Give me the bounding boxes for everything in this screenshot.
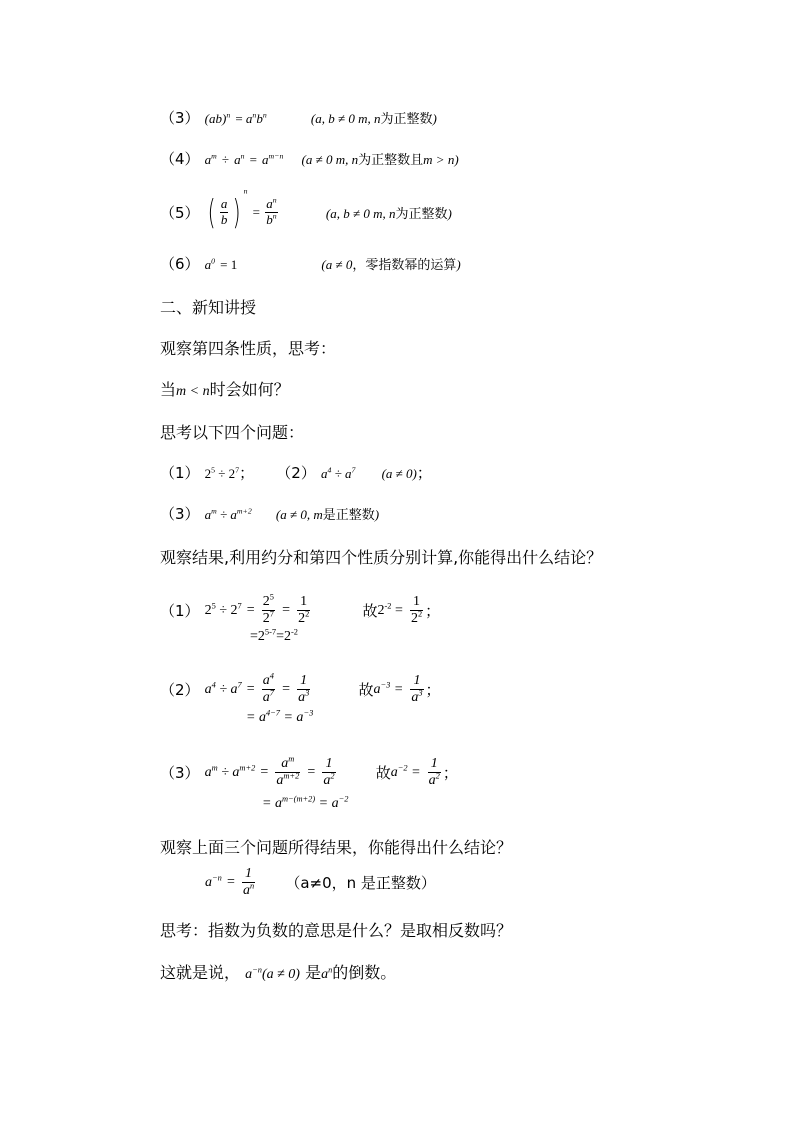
formula-condition: (a ≠ 0，零指数幂的运算) <box>321 257 461 273</box>
property-label: （5） <box>160 204 200 222</box>
computation-1-line-2: $=2^{5-7}=2^{-2}$ <box>250 627 298 644</box>
formula-expression: $a^m$ <box>204 151 217 167</box>
paragraph-think-four: 思考以下四个问题： <box>160 423 305 442</box>
fraction-an-over-bn: $\frac{a^n}{b^n}$ <box>266 195 277 227</box>
computation-3-line-2: = $a^{m-(m+2)} = a^{-2}$ <box>262 794 349 811</box>
paragraph-observe-results: 观察结果,利用约分和第四个性质分别计算,你能得出什么结论？ <box>160 548 603 567</box>
fraction: $\frac{a^4}{a^7}$ <box>262 671 274 706</box>
formula-condition: (a, b ≠ 0 m, n为正整数) <box>325 206 452 222</box>
fraction: $\frac{1}{a^2}$ <box>323 756 335 789</box>
question-3-expression: $a^m \div a^{m+2}$ <box>204 506 252 522</box>
question-2-expression: $a^4 \div a^7$ <box>320 465 356 481</box>
fraction: $\frac{1}{a^2}$ <box>428 756 440 789</box>
fraction-a-over-b: $\frac{a}{b}$ <box>220 196 228 227</box>
fraction: $\frac{1}{a^n}$ <box>242 866 255 899</box>
computation-1: （1） $2^5 \div 2^7$ = $\frac{2^5}{2^7}$ = $\frac{1}{2^2}$ 故$2^{-2}$ = $\frac{1}{2^2}$ ； <box>160 592 441 627</box>
property-6: （6） $a^0 = 1$ (a ≠ 0，零指数幂的运算) <box>160 255 461 273</box>
paragraph-final: 这就是说， $a^{-n}(a \ne 0)$ 是$a^n$的倒数。 <box>160 963 397 982</box>
paragraph-when: 当m < n时会如何？ <box>160 380 290 399</box>
fraction: $\frac{1}{2^2}$ <box>298 594 310 627</box>
fraction: $\frac{2^5}{2^7}$ <box>262 592 274 627</box>
question-1-expression: $2^5 \div 2^7$ <box>204 465 240 481</box>
property-4: （4） $a^m \div a^n = a^{m-n}$ (a ≠ 0 m, n为正整数且m > n) <box>160 150 459 168</box>
property-label: （4） <box>160 150 200 168</box>
property-3: （3） $(ab)^n = a^nb^n$ (a, b ≠ 0 m, n为正整数) <box>160 109 437 127</box>
question-3-condition: (a ≠ 0, m是正整数) <box>275 507 380 523</box>
fraction: $\frac{1}{a^3}$ <box>411 673 423 706</box>
formula-condition: (a ≠ 0 m, n为正整数且m > n) <box>301 152 459 168</box>
formula-condition: (a, b ≠ 0 m, n为正整数) <box>310 111 437 127</box>
property-label: （6） <box>160 255 200 273</box>
section-title: 二、新知讲授 <box>160 298 257 317</box>
conclusion-formula: $a^{-n}$ = $\frac{1}{a^n}$ （a≠0，n 是正整数） <box>205 866 436 899</box>
computation-2: （2） $a^4 \div a^7$ = $\frac{a^4}{a^7}$ = $\frac{1}{a^3}$ 故$a^{-3}$ = $\frac{1}{a^3}$ ； <box>160 671 441 706</box>
question-row-1-2: （1） $2^5 \div 2^7$； （2） $a^4 \div a^7$ (a ≠ 0)； <box>160 464 432 482</box>
property-5: （5） ( $\frac{a}{b}$ )$^{^n}$ = $\frac{a^n}{b^n}$ (a, b ≠ 0 m, n为正整数) <box>160 186 452 233</box>
paragraph-think-negative: 思考：指数为负数的意思是什么？是取相反数吗？ <box>160 921 513 940</box>
question-row-3: （3） $a^m \div a^{m+2}$ (a ≠ 0, m是正整数) <box>160 505 380 523</box>
fraction: $\frac{1}{a^3}$ <box>298 673 310 706</box>
paragraph-observe: 观察第四条性质，思考： <box>160 339 337 358</box>
property-label: （3） <box>160 109 200 127</box>
paragraph-observe-three: 观察上面三个问题所得结果，你能得出什么结论？ <box>160 838 513 857</box>
fraction: $\frac{a^m}{a^{m+2}}$ <box>276 754 300 789</box>
formula-lhs: (ab)$^n$ <box>204 110 231 126</box>
formula-zero-exponent: $a^0$ <box>204 256 216 272</box>
computation-3: （3） $a^m \div a^{m+2}$ = $\frac{a^m}{a^{m+2}}$ = $\frac{1}{a^2}$ 故$a^{-2}$ = $\frac{1}{a^2}$ ； <box>160 754 458 789</box>
fraction: $\frac{1}{2^2}$ <box>410 594 423 627</box>
computation-2-line-2: = $a^{4-7} = a^{-3}$ <box>246 708 314 725</box>
formula-rhs: $a^nb^n$ <box>245 110 267 126</box>
